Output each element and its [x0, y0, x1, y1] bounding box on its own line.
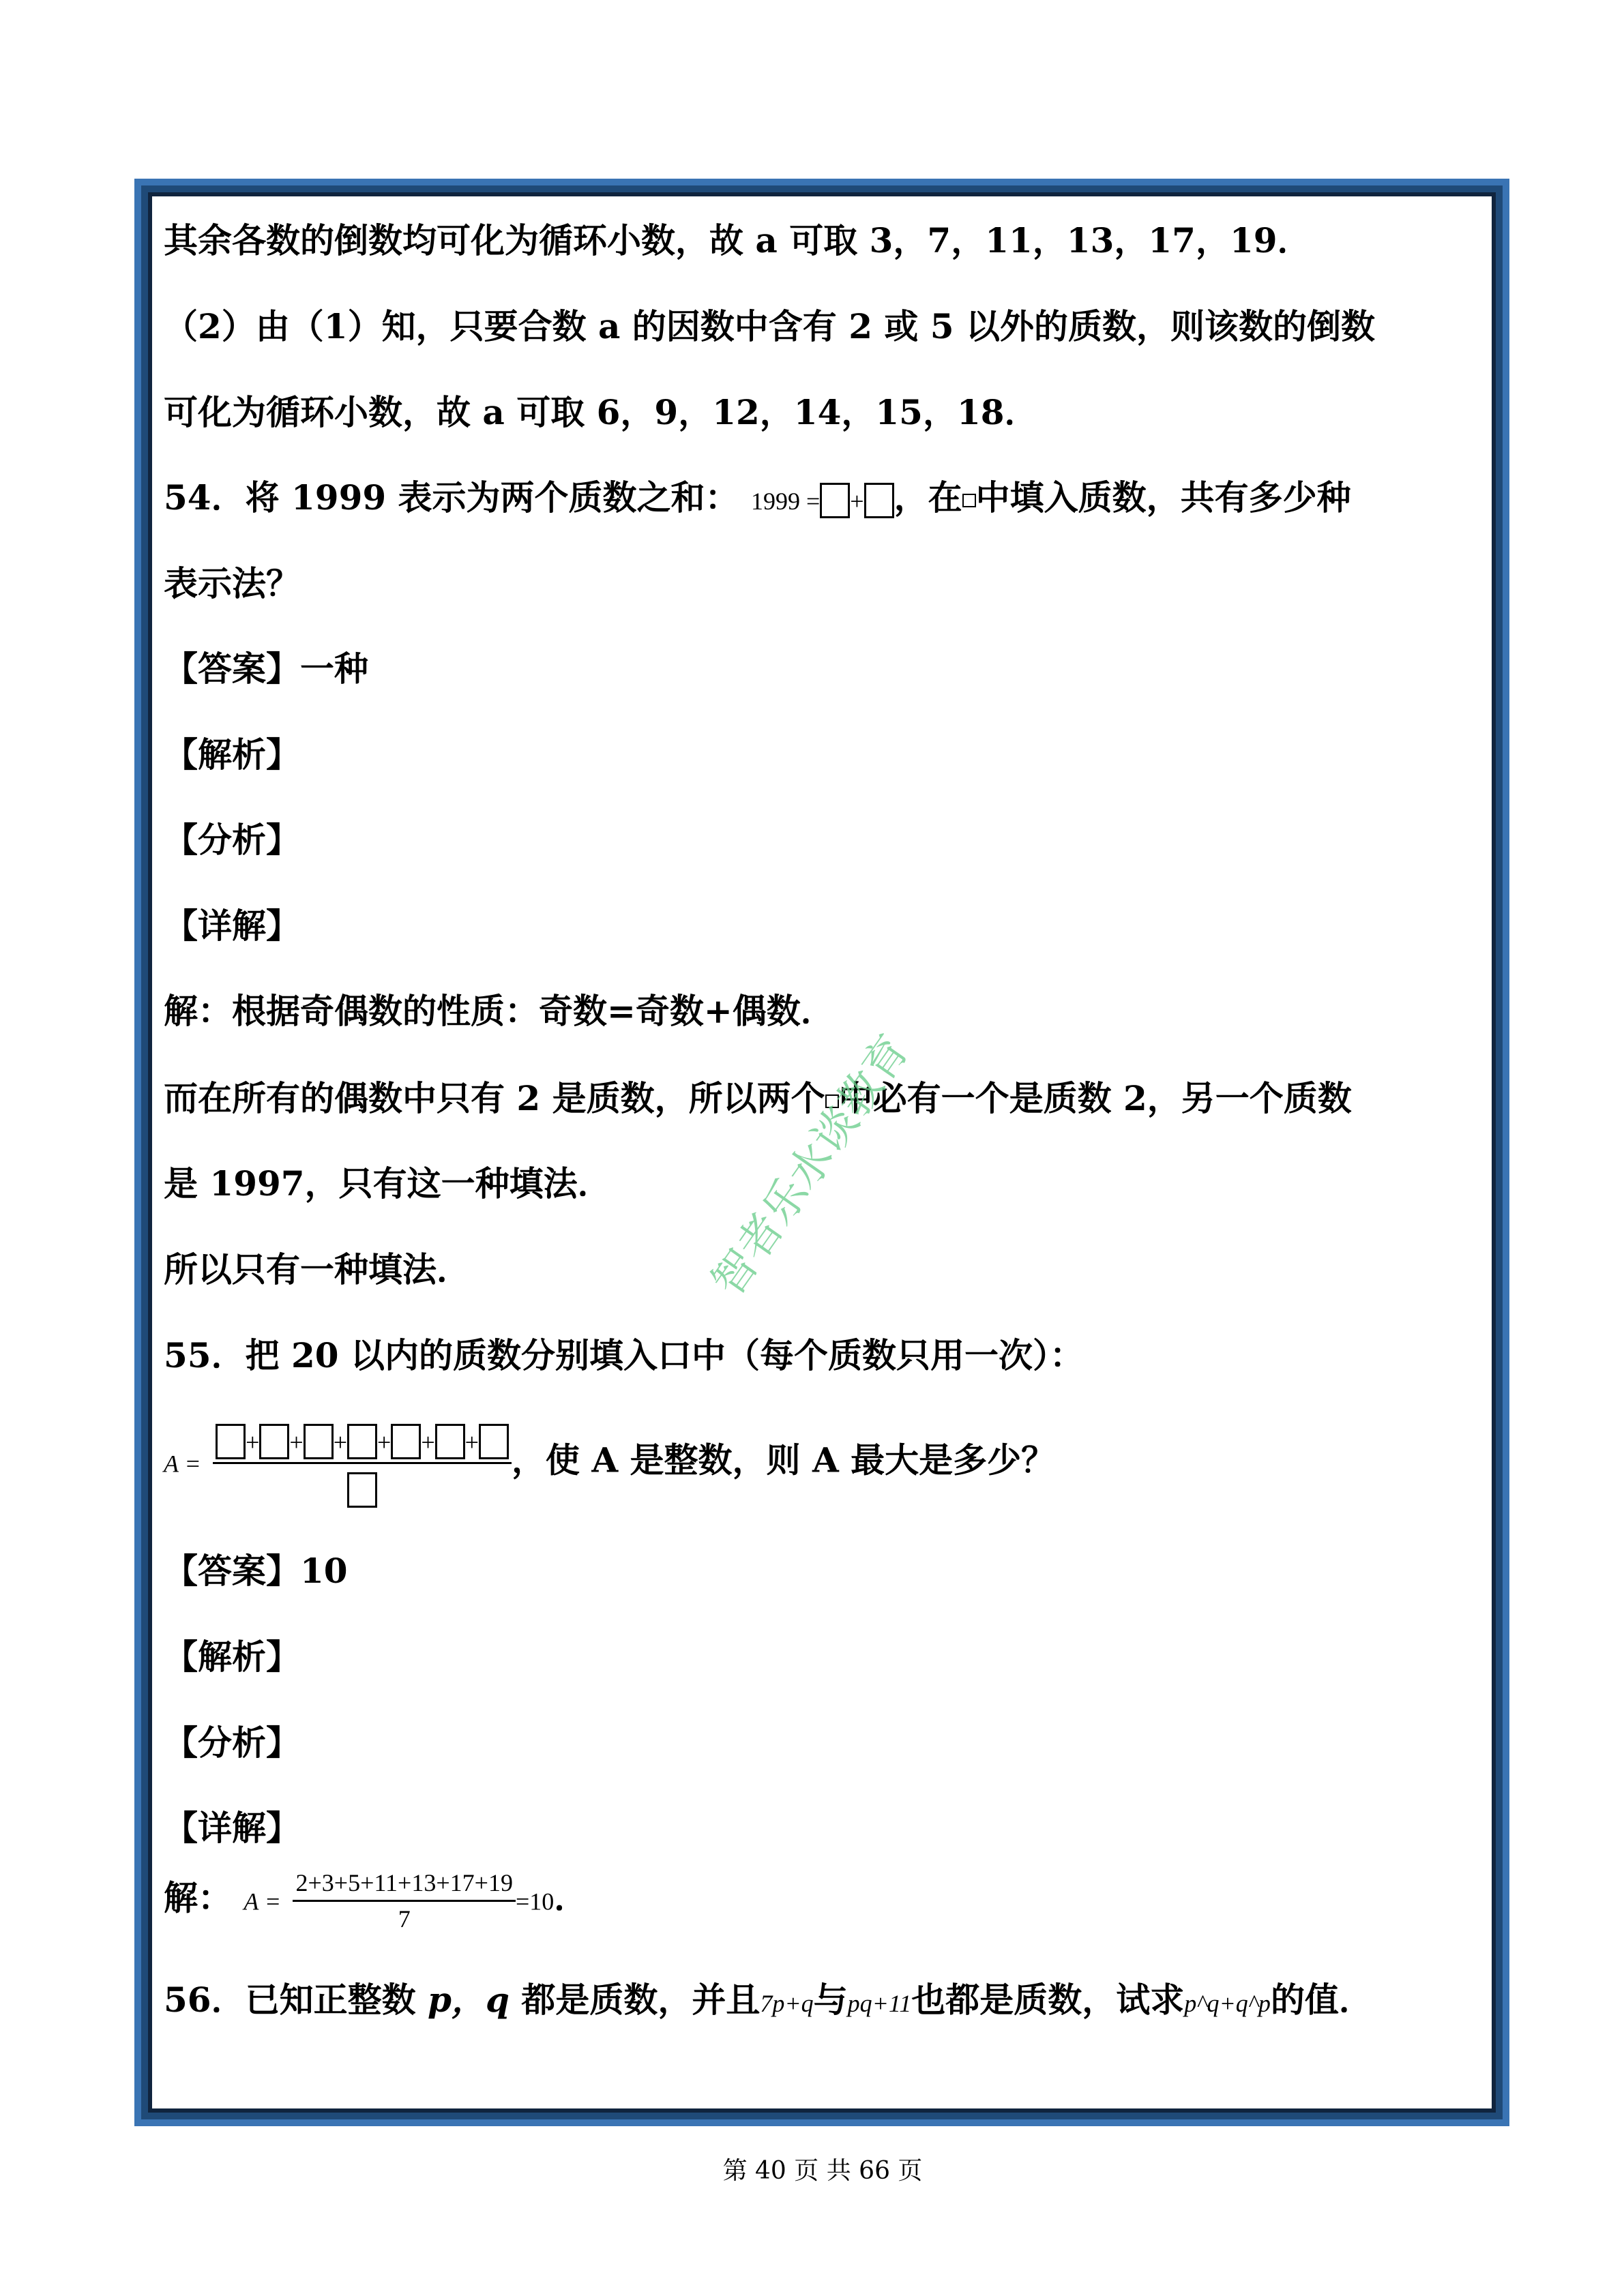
plus: + [850, 488, 864, 515]
answer-label: 【答案】10 [164, 1551, 348, 1591]
blank-box [216, 1424, 246, 1459]
blank-box [347, 1472, 377, 1508]
analysis-label: 【分析】 [164, 820, 300, 860]
fraction [293, 1868, 515, 1933]
blank-box [479, 1424, 509, 1459]
text-line: 可化为循环小数，故 a 可取 6，9，12，14，15，18． [164, 392, 1039, 432]
text: 而在所有的偶数中只有 2 是质数，所以两个 [164, 1078, 825, 1118]
text: 与 [813, 1980, 848, 2020]
variables: p，q [428, 1980, 510, 2020]
expr-pq-11: pq+11 [847, 1990, 912, 2017]
plus: + [464, 1429, 479, 1456]
plus: + [333, 1429, 347, 1456]
solution-55 [164, 1868, 588, 1933]
q54-prefix: 54．将 1999 表示为两个质数之和： [164, 477, 739, 518]
blank-box [259, 1424, 289, 1459]
text-line: 表示法？ [164, 563, 300, 603]
text-line [164, 1078, 1352, 1119]
plus: + [246, 1429, 260, 1456]
expr-pq-qp: p^q+q^p [1184, 1990, 1271, 2017]
denominator [347, 1464, 377, 1508]
formula-lhs: A = [243, 1888, 282, 1915]
solution-prefix: 解： [164, 1877, 232, 1918]
plus: + [421, 1429, 435, 1456]
blank-box [391, 1424, 421, 1459]
analysis-label: 【解析】 [164, 734, 300, 775]
detail-label: 【详解】 [164, 1808, 300, 1848]
numerator: 2+3+5+11+13+17+19 [293, 1868, 515, 1902]
watermark: 智者乐水谈教育 [703, 1026, 919, 1306]
numerator [213, 1418, 512, 1464]
question-54 [164, 477, 1351, 522]
text-line: 是 1997，只有这一种填法． [164, 1163, 612, 1204]
blank-box [347, 1424, 377, 1459]
q54-suffix-a: ，在 [894, 477, 962, 518]
detail-label: 【详解】 [164, 906, 300, 946]
question-56 [164, 1980, 1373, 2024]
blank-box [435, 1424, 465, 1459]
plus: + [289, 1429, 304, 1456]
text: 中必有一个是质数 2，另一个质数 [838, 1078, 1352, 1118]
question-55: 55．把 20 以内的质数分别填入口中（每个质数只用一次）： [164, 1335, 1084, 1375]
page-footer: 第 40 页 共 66 页 [722, 2157, 923, 2185]
plus: + [377, 1429, 392, 1456]
small-box [962, 494, 976, 507]
text: 56．已知正整数 [164, 1980, 428, 2020]
fraction [213, 1418, 512, 1508]
text-line: 所以只有一种填法． [164, 1249, 471, 1289]
analysis-label: 【分析】 [164, 1723, 300, 1763]
text-line: 其余各数的倒数均可化为循环小数，故 a 可取 3，7，11，13，17，19． [164, 220, 1312, 260]
period: ． [554, 1877, 589, 1918]
text: 也都是质数，试求 [911, 1980, 1185, 2020]
q55-formula [164, 1418, 1055, 1508]
blank-box [864, 483, 894, 518]
blank-box [304, 1424, 334, 1459]
q55-rest: ，使 A 是整数，则 A 最大是多少？ [511, 1440, 1056, 1480]
formula-rhs: =10 [515, 1888, 555, 1915]
q54-suffix-b: 中填入质数，共有多少种 [975, 477, 1351, 518]
denominator: 7 [398, 1905, 411, 1933]
q54-eq: 1999 = [750, 488, 821, 515]
formula-lhs: A = [164, 1450, 201, 1478]
text: 都是质数，并且 [509, 1980, 761, 2020]
text-line: （2）由（1）知，只要合数 a 的因数中含有 2 或 5 以外的质数，则该数的倒数 [164, 306, 1375, 346]
answer-label: 【答案】一种 [164, 648, 368, 689]
text-line: 解：根据奇偶数的性质：奇数=奇数+偶数． [164, 991, 835, 1031]
text: 的值． [1270, 1980, 1373, 2020]
expr-7p-q: 7p+q [760, 1990, 814, 2017]
analysis-label: 【解析】 [164, 1637, 300, 1677]
blank-box [820, 483, 850, 518]
